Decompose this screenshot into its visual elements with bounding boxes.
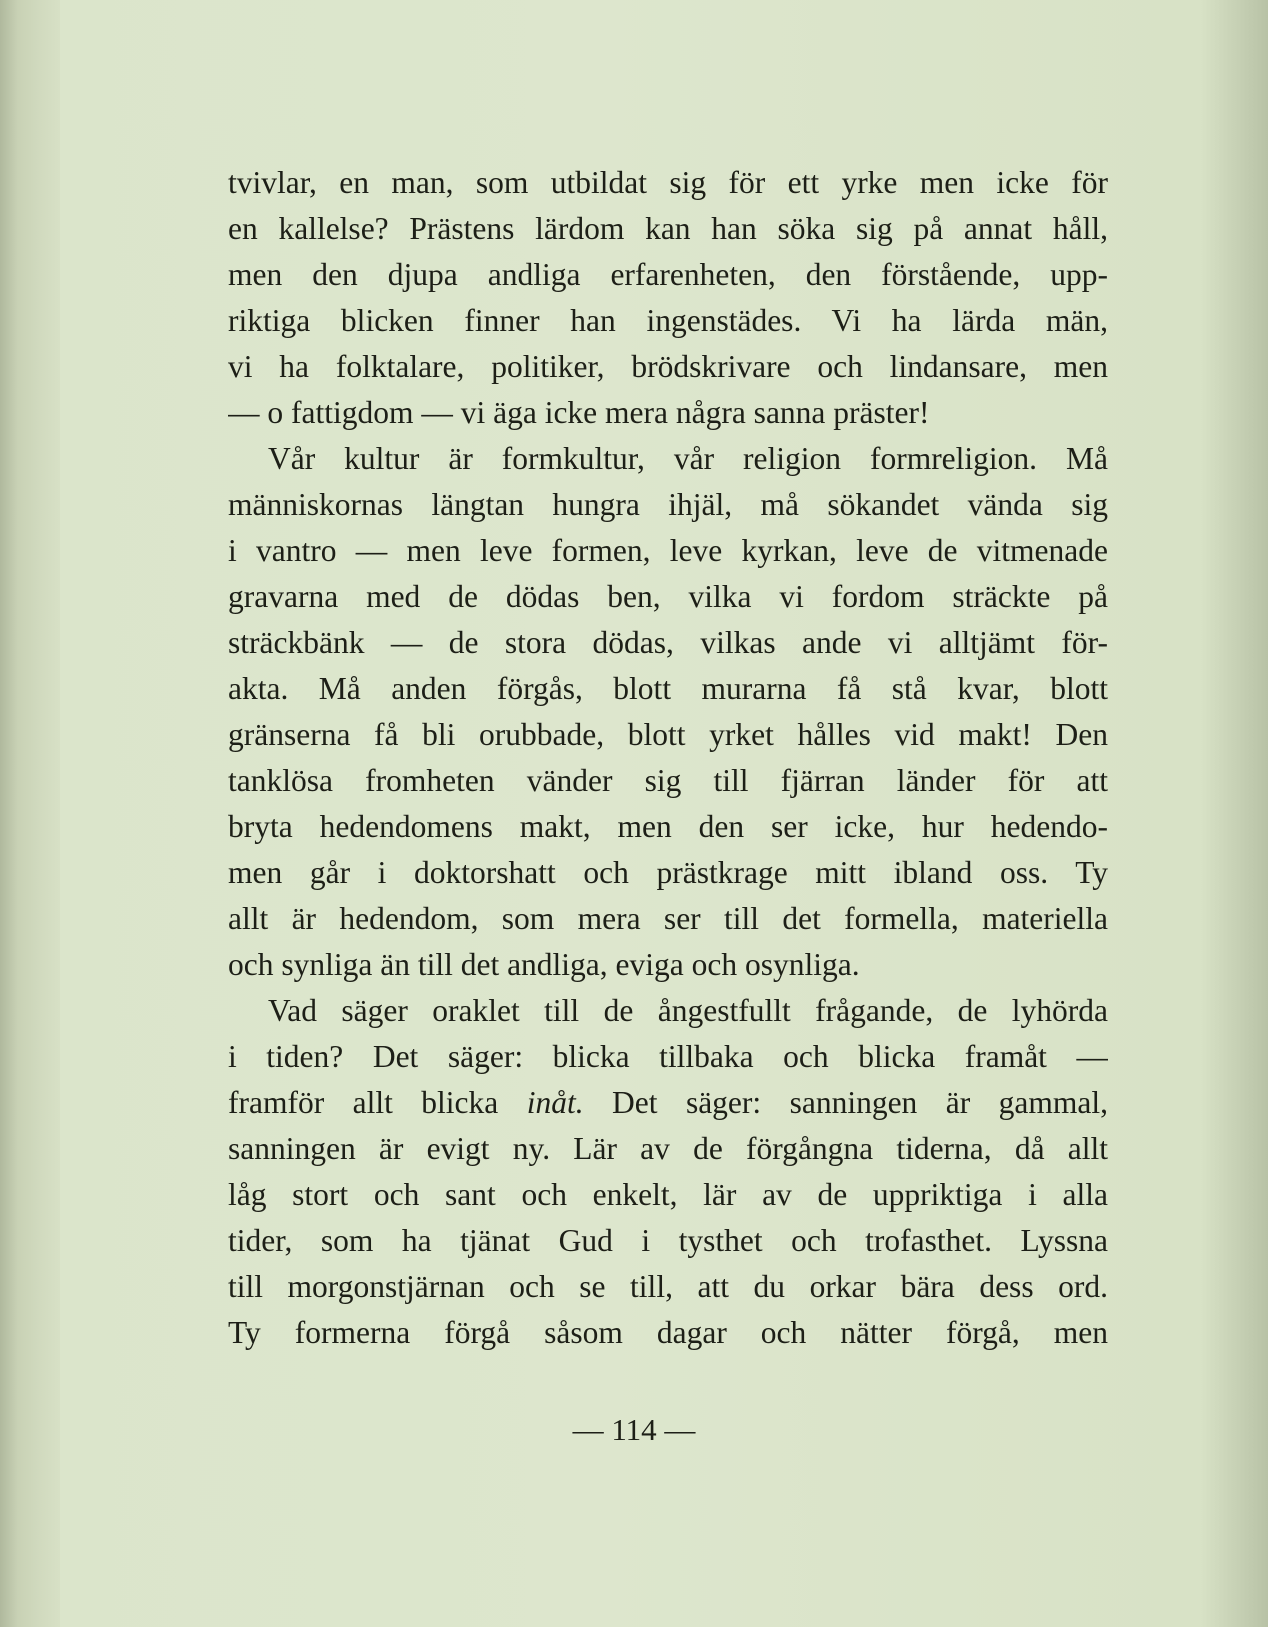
text-segment: Det säger: sanningen är gammal, [583, 1085, 1108, 1120]
text-line: människornas längtan hungra ihjäl, må sökandet vända sig [228, 487, 1108, 522]
text-line: riktiga blicken finner han ingenstädes. Vi ha lärda män, [228, 303, 1108, 338]
page-number: — 114 — [572, 1412, 696, 1447]
text-line: vi ha folktalare, politiker, brödskrivare och lindansare, men [228, 349, 1108, 384]
text-line: till morgonstjärnan och se till, att du orkar bära dess ord. [228, 1269, 1108, 1304]
text-line: Ty formerna förgå såsom dagar och nätter förgå, men [228, 1315, 1108, 1350]
text-line: Vår kultur är formkultur, vår religion formreligion. Må [268, 441, 1108, 476]
text-line: i tiden? Det säger: blicka tillbaka och blicka framåt — [228, 1039, 1108, 1074]
text-line: sträckbänk — de stora dödas, vilkas ande vi alltjämt för- [228, 625, 1108, 660]
text-line: sanningen är evigt ny. Lär av de förgångna tiderna, då allt [228, 1131, 1108, 1166]
text-line: i vantro — men leve formen, leve kyrkan, leve de vitmenade [228, 533, 1108, 568]
page-gutter [0, 0, 60, 1627]
text-line: låg stort och sant och enkelt, lär av de uppriktiga i alla [228, 1177, 1108, 1212]
text-line: akta. Må anden förgås, blott murarna få stå kvar, blott [228, 671, 1108, 706]
italic-word: inåt. [526, 1085, 584, 1120]
text-line: men den djupa andliga erfarenheten, den förstående, upp- [228, 257, 1108, 292]
text-line: Vad säger oraklet till de ångestfullt frågande, de lyhörda [268, 993, 1108, 1028]
text-line: en kallelse? Prästens lärdom kan han söka sig på annat håll, [228, 211, 1108, 246]
text-line: men går i doktorshatt och prästkrage mitt ibland oss. Ty [228, 855, 1108, 890]
text-line: och synliga än till det andliga, eviga och osynliga. [228, 947, 860, 982]
text-line: gravarna med de dödas ben, vilka vi fordom sträckte på [228, 579, 1108, 614]
text-line: — o fattigdom — vi äga icke mera några sanna präster! [228, 395, 930, 430]
text-line: tvivlar, en man, som utbildat sig för ett yrke men icke för [228, 165, 1108, 200]
text-segment: framför allt blicka [228, 1085, 527, 1120]
text-line: gränserna få bli orubbade, blott yrket hålles vid makt! Den [228, 717, 1108, 752]
text-line: tanklösa fromheten vänder sig till fjärran länder för att [228, 763, 1108, 798]
text-line: tider, som ha tjänat Gud i tysthet och trofasthet. Lyssna [228, 1223, 1108, 1258]
text-line: allt är hedendom, som mera ser till det formella, materiella [228, 901, 1108, 936]
text-line-with-italic [228, 1080, 1108, 1126]
text-line: bryta hedendomens makt, men den ser icke, hur hedendo- [228, 809, 1108, 844]
body-text [228, 160, 1108, 1356]
